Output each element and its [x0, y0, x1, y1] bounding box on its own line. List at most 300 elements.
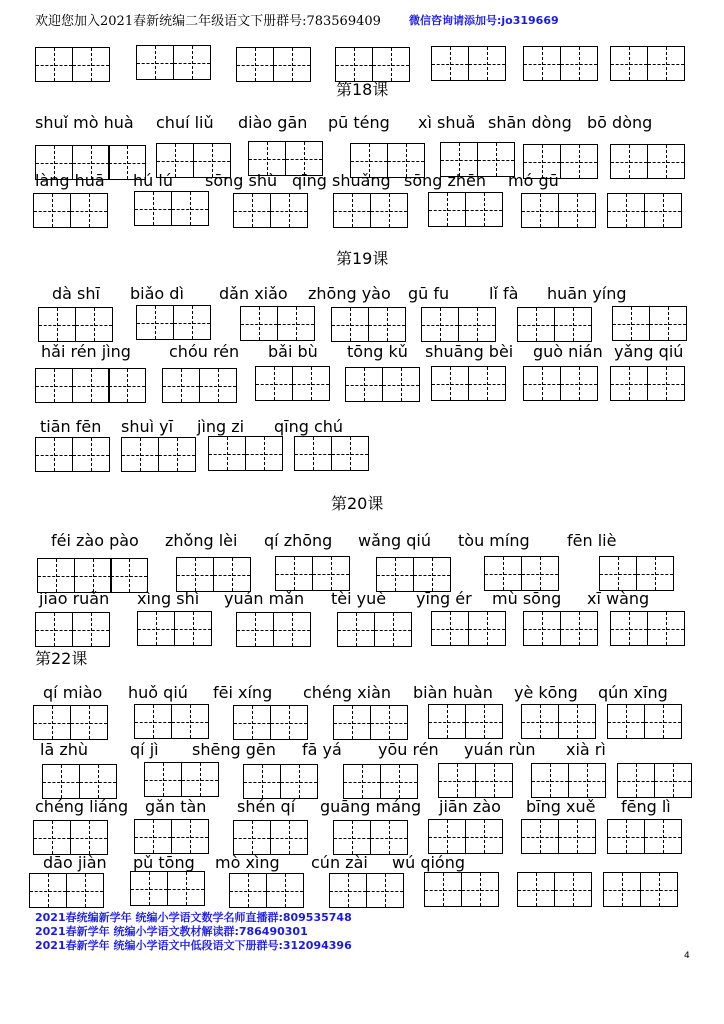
pinyin: yuán rùn: [464, 740, 536, 759]
tianzige-cell: [523, 611, 561, 646]
pinyin: bǎi bù: [268, 342, 318, 361]
pinyin: gū fu: [408, 284, 450, 303]
tianzige-cell: [110, 558, 148, 593]
char-grid: [523, 611, 596, 646]
tianzige-cell: [108, 368, 146, 403]
tianzige-cell: [610, 144, 648, 179]
pinyin: bō dòng: [587, 113, 653, 132]
pinyin: biǎo dì: [130, 284, 184, 303]
tianzige-cell: [654, 763, 692, 798]
pinyin: hǎi rén jìng: [41, 342, 131, 361]
char-grid: [233, 705, 306, 740]
tianzige-cell: [144, 762, 182, 797]
char-grid: [144, 762, 217, 797]
tianzige-cell: [37, 558, 75, 593]
tianzige-cell: [465, 819, 503, 854]
pinyin: zhōng yào: [308, 284, 391, 303]
char-grid: [240, 306, 313, 341]
char-grid: [343, 764, 416, 799]
tianzige-cell: [458, 307, 496, 342]
pinyin: shén qí: [237, 797, 296, 816]
char-grid: [607, 193, 680, 228]
tianzige-cell: [461, 872, 499, 907]
pinyin: fēng lì: [621, 797, 671, 816]
char-grid: [333, 820, 406, 855]
tianzige-cell: [560, 366, 598, 401]
tianzige-cell: [312, 556, 350, 591]
tianzige-cell: [380, 764, 418, 799]
char-grid: [523, 46, 596, 81]
tianzige-cell: [523, 366, 561, 401]
tianzige-cell: [236, 47, 274, 82]
tianzige-cell: [475, 763, 513, 798]
pinyin: tōng kǔ: [347, 342, 408, 361]
tianzige-cell: [236, 612, 274, 647]
char-grid: [431, 611, 504, 646]
char-grid: [236, 612, 309, 647]
pinyin: wú qióng: [392, 853, 465, 872]
tianzige-cell: [647, 611, 685, 646]
char-grid: [428, 192, 501, 227]
char-grid: [484, 556, 557, 591]
char-grid: [345, 367, 418, 402]
pinyin: shuǐ mò huà: [35, 113, 134, 132]
char-grid: [523, 366, 596, 401]
char-grid: [233, 193, 306, 228]
tianzige-cell: [370, 705, 408, 740]
char-grid: [294, 436, 367, 471]
pinyin: lǐ fà: [489, 284, 519, 303]
char-grid: [610, 46, 683, 81]
tianzige-cell: [181, 762, 219, 797]
tianzige-cell: [465, 192, 503, 227]
char-grid: [121, 437, 194, 472]
tianzige-cell: [521, 819, 559, 854]
tianzige-cell: [431, 366, 469, 401]
page-number: 4: [684, 951, 690, 961]
tianzige-cell: [558, 819, 596, 854]
tianzige-cell: [136, 45, 174, 80]
pinyin: huǒ qiú: [128, 683, 188, 702]
tianzige-cell: [376, 557, 414, 592]
pinyin: qí jì: [130, 740, 159, 759]
char-grid: [599, 556, 672, 591]
pinyin: chuí liǔ: [156, 113, 214, 132]
char-grid: [521, 819, 594, 854]
tianzige-cell: [370, 193, 408, 228]
char-grid: [376, 557, 449, 592]
tianzige-cell: [370, 820, 408, 855]
tianzige-cell: [121, 437, 159, 472]
tianzige-cell: [333, 820, 371, 855]
pinyin: tiān fēn: [40, 417, 102, 436]
pinyin: qí miào: [43, 683, 103, 702]
tianzige-cell: [270, 705, 308, 740]
tianzige-cell: [465, 704, 503, 739]
tianzige-cell: [431, 46, 469, 81]
tianzige-cell: [331, 436, 369, 471]
tianzige-cell: [333, 193, 371, 228]
pinyin: yǎng qiú: [614, 342, 684, 361]
pinyin: fā yá: [302, 740, 342, 759]
char-grid: [531, 763, 604, 798]
tianzige-cell: [468, 366, 506, 401]
char-grid: [431, 46, 504, 81]
lesson-title: 第20课: [331, 494, 384, 513]
pinyin: xī wàng: [587, 589, 650, 608]
char-grid: [431, 366, 504, 401]
lesson-title: 第22课: [35, 649, 88, 668]
tianzige-cell: [484, 556, 522, 591]
tianzige-cell: [130, 871, 168, 906]
header-text: 欢迎您加入2021春新统编二年级语文下册群号:783569409: [35, 14, 381, 29]
tianzige-cell: [531, 763, 569, 798]
tianzige-cell: [610, 366, 648, 401]
tianzige-cell: [647, 144, 685, 179]
tianzige-cell: [413, 557, 451, 592]
footer-line: 2021春新学年 统编小学语文教材解读群:786490301: [35, 925, 308, 938]
tianzige-cell: [136, 305, 174, 340]
tianzige-cell: [468, 46, 506, 81]
tianzige-cell: [66, 873, 104, 908]
tianzige-cell: [333, 705, 371, 740]
pinyin: chóu rén: [169, 342, 240, 361]
tianzige-cell: [374, 612, 412, 647]
char-grid: [607, 819, 680, 854]
pinyin: shēng gēn: [192, 740, 276, 759]
pinyin: mó gū: [508, 171, 559, 190]
char-grid: [35, 47, 108, 82]
pinyin: pū téng: [328, 113, 390, 132]
char-grid: [29, 873, 102, 908]
tianzige-cell: [266, 873, 304, 908]
char-grid: [233, 820, 306, 855]
tianzige-cell: [74, 558, 112, 593]
tianzige-cell: [29, 873, 67, 908]
char-grid: [134, 191, 207, 226]
footer-line: 2021春新学年 统编小学语文中低段语文下册群号:312094396: [35, 939, 352, 952]
tianzige-cell: [521, 556, 559, 591]
pinyin: dǎn xiǎo: [219, 284, 288, 303]
tianzige-cell: [176, 557, 214, 592]
char-grid: [162, 368, 235, 403]
tianzige-cell: [42, 764, 80, 799]
tianzige-cell: [255, 366, 293, 401]
char-grid: [35, 437, 108, 472]
pinyin: tòu míng: [458, 531, 530, 550]
tianzige-cell: [610, 46, 648, 81]
char-grid: [42, 764, 115, 799]
char-grid: [229, 873, 302, 908]
tianzige-cell: [208, 436, 246, 471]
tianzige-cell: [366, 873, 404, 908]
char-grid: [37, 558, 147, 593]
char-grid: [130, 871, 203, 906]
tianzige-cell: [277, 306, 315, 341]
pinyin: biàn huàn: [413, 683, 493, 702]
pinyin: dāo jiàn: [43, 853, 107, 872]
tianzige-cell: [72, 368, 110, 403]
tianzige-cell: [275, 556, 313, 591]
tianzige-cell: [70, 820, 108, 855]
tianzige-cell: [245, 436, 283, 471]
tianzige-cell: [270, 820, 308, 855]
tianzige-cell: [33, 705, 71, 740]
pinyin: féi zào pào: [51, 531, 139, 550]
char-grid: [208, 436, 281, 471]
pinyin: xìng shì: [137, 589, 200, 608]
pinyin: chéng liáng: [35, 797, 129, 816]
pinyin: yuán mǎn: [224, 589, 305, 608]
tianzige-cell: [199, 368, 237, 403]
char-grid: [337, 612, 410, 647]
tianzige-cell: [343, 764, 381, 799]
tianzige-cell: [468, 611, 506, 646]
pinyin: jìng zi: [197, 417, 245, 436]
tianzige-cell: [273, 47, 311, 82]
tianzige-cell: [649, 306, 687, 341]
char-grid: [176, 557, 249, 592]
char-grid: [517, 307, 590, 342]
pinyin: jiān zào: [439, 797, 501, 816]
char-grid: [521, 193, 594, 228]
char-grid: [607, 704, 680, 739]
tianzige-cell: [72, 437, 110, 472]
char-grid: [424, 872, 497, 907]
tianzige-cell: [294, 436, 332, 471]
tianzige-cell: [636, 556, 674, 591]
tianzige-cell: [368, 307, 406, 342]
char-grid: [137, 611, 210, 646]
tianzige-cell: [167, 871, 205, 906]
char-grid: [428, 819, 501, 854]
pinyin: shuāng bèi: [425, 342, 514, 361]
pinyin: xì shuǎ: [418, 113, 476, 132]
pinyin: shuì yī: [121, 417, 174, 436]
char-grid: [428, 704, 501, 739]
char-grid: [331, 307, 404, 342]
tianzige-cell: [647, 46, 685, 81]
tianzige-cell: [233, 193, 271, 228]
tianzige-cell: [554, 307, 592, 342]
pinyin: pǔ tōng: [133, 853, 195, 872]
tianzige-cell: [158, 437, 196, 472]
tianzige-cell: [644, 193, 682, 228]
char-grid: [35, 612, 108, 647]
tianzige-cell: [79, 764, 117, 799]
char-grid: [610, 611, 683, 646]
char-grid: [329, 873, 402, 908]
tianzige-cell: [70, 705, 108, 740]
lesson-title: 第18课: [336, 80, 389, 99]
tianzige-cell: [568, 763, 606, 798]
pinyin: xià rì: [566, 740, 606, 759]
char-grid: [35, 368, 145, 403]
tianzige-cell: [134, 704, 172, 739]
tianzige-cell: [35, 368, 73, 403]
tianzige-cell: [171, 191, 209, 226]
tianzige-cell: [421, 307, 459, 342]
pinyin: guò nián: [533, 342, 603, 361]
tianzige-cell: [137, 611, 175, 646]
tianzige-cell: [617, 763, 655, 798]
char-grid: [421, 307, 494, 342]
char-grid: [610, 366, 683, 401]
tianzige-cell: [171, 704, 209, 739]
tianzige-cell: [337, 612, 375, 647]
lesson-title: 第19课: [336, 249, 389, 268]
tianzige-cell: [428, 192, 466, 227]
char-grid: [136, 45, 209, 80]
tianzige-cell: [424, 872, 462, 907]
pinyin: bīng xuě: [526, 797, 596, 816]
char-grid: [134, 819, 207, 854]
tianzige-cell: [75, 307, 113, 342]
tianzige-cell: [644, 819, 682, 854]
pinyin: cún zài: [311, 853, 368, 872]
tianzige-cell: [273, 612, 311, 647]
char-grid: [236, 47, 309, 82]
tianzige-cell: [517, 307, 555, 342]
pinyin: yōu rén: [378, 740, 439, 759]
tianzige-cell: [229, 873, 267, 908]
char-grid: [521, 704, 594, 739]
tianzige-cell: [560, 611, 598, 646]
char-grid: [333, 705, 406, 740]
char-grid: [438, 763, 511, 798]
pinyin: làng huā: [35, 171, 105, 190]
pinyin: hú lú: [133, 171, 173, 190]
tianzige-cell: [554, 872, 592, 907]
tianzige-cell: [233, 820, 271, 855]
char-grid: [333, 193, 406, 228]
pinyin: shān dòng: [488, 113, 572, 132]
tianzige-cell: [431, 611, 469, 646]
tianzige-cell: [38, 307, 76, 342]
tianzige-cell: [558, 193, 596, 228]
pinyin: huān yíng: [547, 284, 627, 303]
footer-line: 2021春统编新学年 统编小学语文数学名师直播群:809535748: [35, 911, 352, 924]
tianzige-cell: [243, 764, 281, 799]
tianzige-cell: [35, 437, 73, 472]
tianzige-cell: [280, 764, 318, 799]
pinyin: sōng zhēn: [404, 171, 487, 190]
header-contact: 微信咨询请添加号:jo319669: [409, 14, 559, 27]
pinyin: gǎn tàn: [145, 797, 207, 816]
tianzige-cell: [647, 366, 685, 401]
char-grid: [517, 872, 590, 907]
tianzige-cell: [607, 819, 645, 854]
char-grid: [243, 764, 316, 799]
tianzige-cell: [607, 193, 645, 228]
pinyin: mù sōng: [492, 589, 562, 608]
tianzige-cell: [560, 46, 598, 81]
pinyin: qún xīng: [598, 683, 668, 702]
tianzige-cell: [523, 46, 561, 81]
pinyin: chéng xiàn: [303, 683, 392, 702]
tianzige-cell: [599, 556, 637, 591]
pinyin: mò xìng: [215, 853, 280, 872]
tianzige-cell: [174, 611, 212, 646]
tianzige-cell: [603, 872, 641, 907]
pinyin: qīng chú: [274, 417, 344, 436]
pinyin: lā zhù: [40, 740, 89, 759]
tianzige-cell: [607, 704, 645, 739]
tianzige-cell: [173, 45, 211, 80]
tianzige-cell: [72, 47, 110, 82]
tianzige-cell: [134, 819, 172, 854]
char-grid: [38, 307, 111, 342]
tianzige-cell: [438, 763, 476, 798]
tianzige-cell: [33, 820, 71, 855]
tianzige-cell: [33, 193, 71, 228]
tianzige-cell: [162, 368, 200, 403]
pinyin: yè kōng: [514, 683, 578, 702]
pinyin: fēn liè: [567, 531, 617, 550]
char-grid: [612, 306, 685, 341]
char-grid: [617, 763, 690, 798]
pinyin: qí zhōng: [264, 531, 333, 550]
tianzige-cell: [428, 704, 466, 739]
char-grid: [603, 872, 676, 907]
tianzige-cell: [560, 144, 598, 179]
tianzige-cell: [521, 193, 559, 228]
tianzige-cell: [213, 557, 251, 592]
tianzige-cell: [644, 704, 682, 739]
tianzige-cell: [612, 306, 650, 341]
pinyin: guāng máng: [320, 797, 422, 816]
char-grid: [134, 704, 207, 739]
tianzige-cell: [171, 819, 209, 854]
tianzige-cell: [35, 612, 73, 647]
tianzige-cell: [70, 193, 108, 228]
pinyin: qīng shuǎng: [292, 171, 391, 190]
tianzige-cell: [345, 367, 383, 402]
pinyin: jiāo ruǎn: [39, 589, 110, 608]
pinyin: tèi yuè: [331, 589, 387, 608]
pinyin: sōng shù: [205, 171, 278, 190]
tianzige-cell: [173, 305, 211, 340]
char-grid: [275, 556, 348, 591]
tianzige-cell: [640, 872, 678, 907]
tianzige-cell: [521, 704, 559, 739]
char-grid: [33, 820, 106, 855]
pinyin: yīng ér: [416, 589, 472, 608]
pinyin: dà shī: [52, 284, 100, 303]
tianzige-cell: [233, 705, 271, 740]
tianzige-cell: [240, 306, 278, 341]
tianzige-cell: [292, 366, 330, 401]
tianzige-cell: [329, 873, 367, 908]
tianzige-cell: [72, 612, 110, 647]
pinyin: fēi xíng: [213, 683, 273, 702]
tianzige-cell: [517, 872, 555, 907]
tianzige-cell: [331, 307, 369, 342]
tianzige-cell: [270, 193, 308, 228]
tianzige-cell: [35, 47, 73, 82]
tianzige-cell: [558, 704, 596, 739]
char-grid: [255, 366, 328, 401]
char-grid: [136, 305, 209, 340]
tianzige-cell: [134, 191, 172, 226]
tianzige-cell: [382, 367, 420, 402]
tianzige-cell: [610, 611, 648, 646]
char-grid: [610, 144, 683, 179]
char-grid: [33, 193, 106, 228]
pinyin: diào gān: [238, 113, 308, 132]
char-grid: [33, 705, 106, 740]
pinyin: zhǒng lèi: [165, 531, 238, 550]
